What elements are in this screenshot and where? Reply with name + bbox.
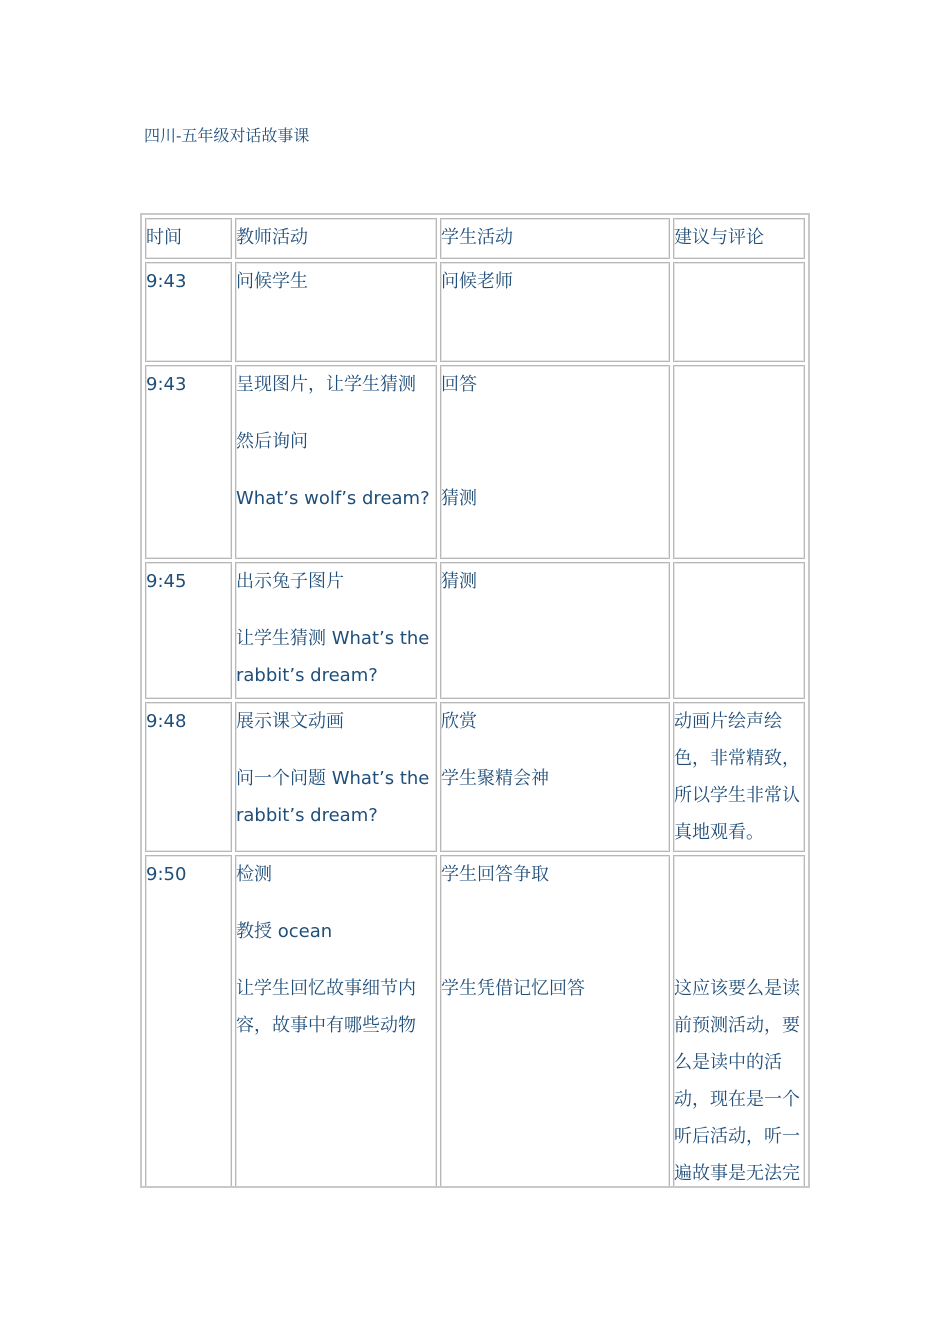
student-line-blank [441,423,669,460]
teacher-question: 问一个问题 What’s the rabbit’s dream? [236,768,430,826]
student-line: 回答 [441,374,477,395]
row-student-activity [440,365,670,559]
row-time: 9:43 [145,365,232,559]
header-teacher-activity: 教师活动 [235,218,437,259]
teacher-line: 让学生回忆故事细节内容，故事中有哪些动物 [236,978,416,1036]
student-line: 欣赏 [441,711,477,732]
row-teacher-activity [235,702,437,852]
observation-table-frame [140,213,810,1188]
table-row [145,365,805,559]
table-row [145,562,805,699]
row-comment [673,562,805,699]
row-student-activity [440,562,670,699]
row-time: 9:45 [145,562,232,699]
row-student-activity [440,702,670,852]
student-line: 学生凭借记忆回答 [441,978,585,999]
teacher-line: 展示课文动画 [236,711,344,732]
header-comments: 建议与评论 [673,218,805,259]
row-time: 9:43 [145,262,232,362]
comment-spacer [674,856,804,970]
student-line: 猜测 [441,488,477,509]
student-line-blank [441,913,669,950]
row-comment [673,855,805,1188]
teacher-line: 然后询问 [236,431,308,452]
header-time: 时间 [145,218,232,259]
comment-text: 动画片绘声绘色，非常精致，所以学生非常认真地观看。 [674,711,800,843]
teacher-question: 让学生猜测 What’s the rabbit’s dream? [236,628,430,686]
row-teacher-activity [235,365,437,559]
teacher-question: What’s wolf’s dream? [236,488,430,509]
teacher-line: 问候学生 [236,271,308,292]
table-row [145,702,805,852]
row-student-activity [440,855,670,1188]
row-comment [673,702,805,852]
row-comment [673,262,805,362]
header-student-activity: 学生活动 [440,218,670,259]
table-row [145,855,805,1188]
student-line: 学生聚精会神 [441,768,549,789]
observation-table [142,215,808,1188]
header-row [145,218,805,259]
student-line: 学生回答争取 [441,864,549,885]
teacher-line: 出示兔子图片 [236,571,344,592]
row-time: 9:50 [145,855,232,1188]
teacher-line: 教授 ocean [236,921,333,942]
student-line: 猜测 [441,571,477,592]
row-comment [673,365,805,559]
row-teacher-activity [235,562,437,699]
row-teacher-activity [235,855,437,1188]
student-line: 问候老师 [441,271,513,292]
teacher-line: 检测 [236,864,272,885]
teacher-line: 呈现图片，让学生猜测 [236,374,416,395]
document-title: 四川-五年级对话故事课 [144,126,310,145]
row-student-activity [440,262,670,362]
comment-text: 这应该要么是读前预测活动，要么是读中的活动，现在是一个听后活动，听一遍故事是无法完 [674,978,800,1184]
row-teacher-activity [235,262,437,362]
table-row [145,262,805,362]
row-time: 9:48 [145,702,232,852]
